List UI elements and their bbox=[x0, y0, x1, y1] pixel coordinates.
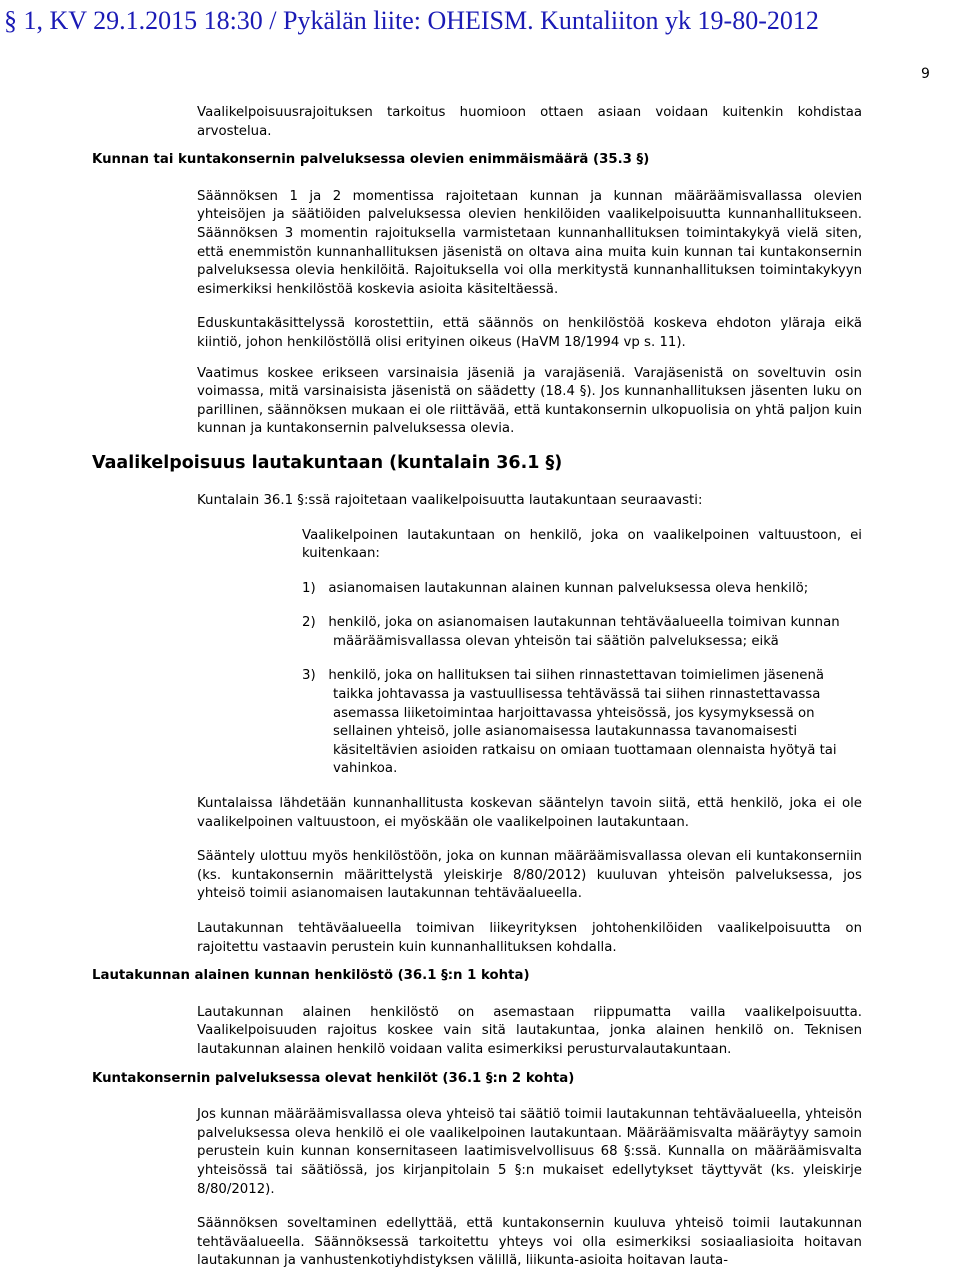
paragraph-varajasenet: Vaatimus koskee erikseen varsinaisia jäseniä ja varajäseniä. Varajäsenistä on soveltuvin osin voimassa, mitä varsinaisista jäsenistä on säädetty (18.4 §). Jos kunnanhallituksen jäsenten luku on parillinen, säännöksen mukaan ei ole riittävää, että kuntakonsernin ulkopuolisia on yhtä paljon kuin kunnan ja kuntakonsernin palveluksessa olevia. bbox=[197, 365, 862, 437]
heading-kuntakonsernin-palveluksessa: Kuntakonsernin palveluksessa olevat henkilöt (36.1 §:n 2 kohta) bbox=[92, 1070, 575, 1086]
paragraph-eduskuntakasittely: Eduskuntakäsittelyssä korostettiin, että säännös on henkilöstöä koskeva ehdoton yläraja eikä kiintiö, johon henkilöstöllä olisi erityinen oikeus (HaVM 18/1994 vp s. 11). bbox=[197, 316, 862, 350]
paragraph-lautakunnan-alainen: Lautakunnan alainen henkilöstö on asemastaan riippumatta vailla vaalikelpoisuutta. Vaalikelpoisuuden rajoitus koskee vain sitä lautakuntaa, jonka alainen henkilö on. Teknisen lautakunnan alainen henkilö voidaan valita esimerkiksi perusturvalautakuntaan. bbox=[197, 1004, 862, 1057]
paragraph-liikeyrityksen-johtohenkilot: Lautakunnan tehtäväalueella toimivan liikeyrityksen johtohenkilöiden vaalikelpoisuutta on rajoitettu vastaavin perustein kuin kunnanhallituksen kohdalla. bbox=[197, 921, 862, 955]
document-body bbox=[92, 104, 862, 1271]
quote-vaalikelpoinen-lautakuntaan: Vaalikelpoinen lautakuntaan on henkilö, joka on vaalikelpoinen valtuustoon, ei kuitenkaan: bbox=[302, 527, 862, 562]
paragraph-saannoksen-momentit: Säännöksen 1 ja 2 momentissa rajoitetaan kunnan ja kunnan määräämisvallassa olevien yhteisöjen ja säätiöiden palveluksessa olevien henkilöiden vaalikelpoisuutta kunnanhallitukseen. Säännöksen 3 momentin rajoituksella varmistetaan kunnanhallituksen toimintakykyä vielä siten, että enemmistön kunnanhallituksen jäsenistä on oltava aina muita kuin kunnan tai kuntakonsernin palveluksessa olevia henkilöitä. Rajoituksella voi olla merkitystä kunnanhallituksen toimintakykyyn esimerkiksi henkilöstöä koskevia asioita käsiteltäessä. bbox=[197, 188, 862, 297]
list-item: 2) henkilö, joka on asianomaisen lautakunnan tehtäväalueella toimivan kunnan määräämisvallassa olevan yhteisön tai säätiön palveluksessa; eikä bbox=[302, 615, 840, 649]
list-item: 1) asianomaisen lautakunnan alainen kunnan palveluksessa oleva henkilö; bbox=[302, 580, 809, 596]
page-number: 9 bbox=[921, 66, 930, 82]
paragraph-rajoitus-tarkoitus: Vaalikelpoisuusrajoituksen tarkoitus huomioon ottaen asiaan voidaan kuitenkin kohdistaa arvostelua. bbox=[197, 105, 862, 139]
document-banner: § 1, KV 29.1.2015 18:30 / Pykälän liite: OHEISM. Kuntaliiton yk 19-80-2012 bbox=[4, 6, 819, 35]
heading-palveluksessa-olevien-enimmaismaara: Kunnan tai kuntakonsernin palveluksessa olevien enimmäismäärä (35.3 §) bbox=[92, 152, 650, 168]
heading-lautakunnan-alainen-henkilosto: Lautakunnan alainen kunnan henkilöstö (36.1 §:n 1 kohta) bbox=[92, 968, 530, 984]
paragraph-kuntalaissa-lahdetaan: Kuntalaissa lähdetään kunnanhallitusta koskevan sääntelyn tavoin siitä, että henkilö, joka ei ole vaalikelpoinen valtuustoon, ei myöskään ole vaalikelpoinen lautakuntaan. bbox=[197, 796, 862, 830]
paragraph-saannoksen-soveltaminen: Säännöksen soveltaminen edellyttää, että kuntakonsernin kuuluva yhteisö toimii lautakunnan tehtäväalueella. Säännöksessä tarkoitettu yhteys voi olla esimerkiksi sosiaaliasioita hoitavan lautakunnan ja vanhustenkotiyhdistyksen välillä, liikunta-asioita hoitavan lauta- bbox=[197, 1216, 862, 1269]
heading-vaalikelpoisuus-lautakuntaan: Vaalikelpoisuus lautakuntaan (kuntalain 36.1 §) bbox=[92, 452, 563, 473]
paragraph-kuntalain-36-1: Kuntalain 36.1 §:ssä rajoitetaan vaalikelpoisuutta lautakuntaan seuraavasti: bbox=[197, 492, 703, 508]
paragraph-saantely-ulottuu: Sääntely ulottuu myös henkilöstöön, joka on kunnan määräämisvallassa olevan eli kuntakonserniin (ks. kuntakonsernin määrittelystä yleiskirje 8/80/2012) kuuluvan yhteisön palveluksessa, jos yhteisö toimii asianomaisen lautakunnan tehtäväalueella. bbox=[197, 849, 862, 902]
list-item: 3) henkilö, joka on hallituksen tai siihen rinnastettavan toimielimen jäsenenä taikka johtavassa ja vastuullisessa tehtävässä tai siihen rinnastettavassa asemassa liiketoimintaa harjoittavassa yhteisössä, jos kysymyksessä on sellainen yhteisö, jolle asianomaisessa lautakunnassa tavanomaisesti käsiteltävien asioiden ratkaisu on omiaan tuottamaan olennaista hyötyä tai vahinkoa. bbox=[302, 668, 837, 777]
paragraph-maaraamisvalta: Jos kunnan määräämisvallassa oleva yhteisö tai säätiö toimii lautakunnan tehtäväalueella, yhteisön palveluksessa oleva henkilö ei ole vaalikelpoinen lautakuntaan. Määräämisvalta määräytyy samoin perustein kuin kunnan konsernitaseen laatimisvelvollisuus 68 §:ssä. Kunnalla on määräämisvalta yhteisössä tai säätiössä, jos kirjanpitolain 5 §:n mukaiset edellytykset täyttyvät (ks. yleiskirje 8/80/2012). bbox=[197, 1107, 862, 1197]
